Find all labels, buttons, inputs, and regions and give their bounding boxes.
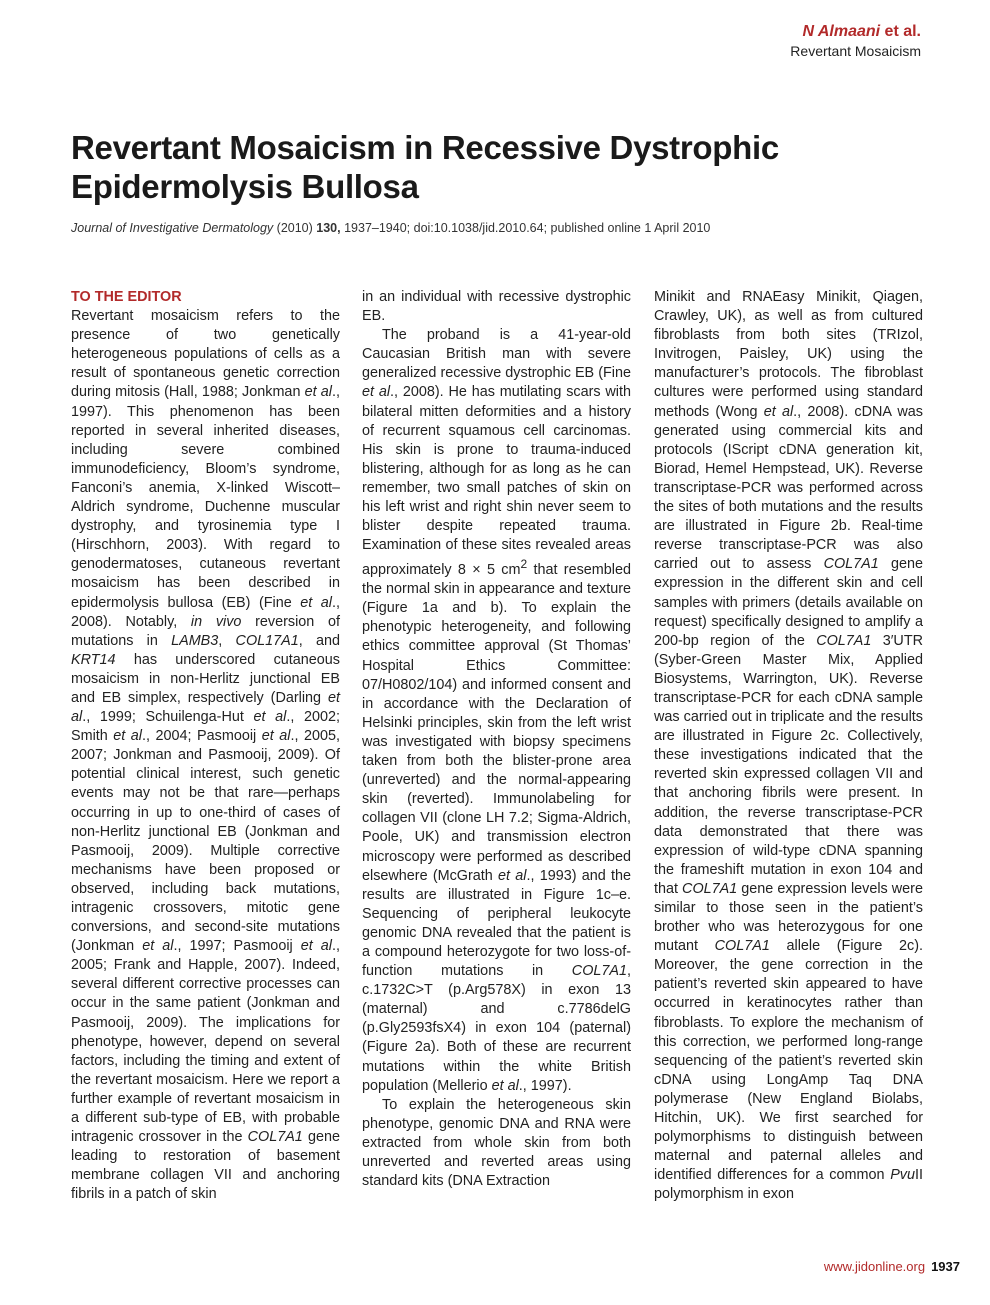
column-2-body: [362, 288, 631, 1191]
text-column-3: [654, 288, 923, 1205]
citation-year: (2010): [273, 221, 317, 235]
paragraph: The proband is a 41-year-old Caucasian British man with severe generalized recessive dystrophic EB (Fine et al., 2008). He has mutilating scars with bilateral mitten deformities and a history of recurrent squamous cell carcinomas. His skin is prone to trauma-induced blistering, although for as long as he can remember, two small patches of skin on his left wrist and right shin never seem to blister despite repeated trauma. Examination of these sites revealed areas approximately 8 × 5 $cm^2$ that resembled the normal skin in appearance and texture (Figure 1a and b). To explain the phenotypic heterogeneity, and following ethics committee approval (St Thomas’ Hospital Ethics Committee: 07/H0802/104) and informed consent and in accordance with the Declaration of Helsinki principles, skin from the left wrist was investigated with biopsy specimens taken from both the blister-prone area (unreverted) and the normal-appearing skin (reverted). Immunolabeling for collagen VII (clone LH 7.2; Sigma-Aldrich, Poole, UK) and transmission electron microscopy were performed as described elsewhere (McGrath et al., 1993) and the results are illustrated in Figure 1c–e. Sequencing of peripheral leukocyte genomic DNA revealed that the patient is a compound heterozygote for two loss-of-function mutations in COL7A1, c.1732C>T (p.Arg578X) in exon 13 (maternal) and c.7786delG (p.Gly2593fsX4) in exon 104 (paternal) (Figure 2a). Both of these are recurrent mutations within the white British population (Mellerio et al., 1997).: [362, 327, 632, 1094]
column-3-body: [654, 288, 923, 1205]
section-heading: TO THE EDITOR: [71, 289, 182, 305]
citation-line: [71, 221, 710, 235]
header-etal: et al.: [880, 23, 921, 40]
text-column-2: [362, 288, 631, 1191]
header-topic: Revertant Mosaicism: [790, 43, 921, 59]
running-header: [790, 22, 921, 60]
paragraph: To explain the heterogeneous skin phenotype, genomic DNA and RNA were extracted from whole skin from both unreverted and reverted areas using standard kits (DNA Extraction: [362, 1096, 631, 1190]
page-number: 1937: [931, 1259, 960, 1274]
journal-name: Journal of Investigative Dermatology: [71, 221, 274, 235]
header-author-name: N Almaani: [802, 23, 881, 40]
page-footer: [824, 1259, 960, 1274]
citation-volume: 130,: [316, 221, 341, 235]
paragraph: in an individual with recessive dystrophic EB.: [362, 289, 631, 325]
citation-details: 1937–1940; doi:10.1038/jid.2010.64; published online 1 April 2010: [340, 221, 711, 235]
header-authors: [790, 22, 921, 42]
article-title: Revertant Mosaicism in Recessive Dystrophic Epidermolysis Bullosa: [71, 129, 779, 205]
paragraph: Minikit and RNAEasy Minikit, Qiagen, Crawley, UK), as well as from cultured fibroblasts from both sites (TRIzol, Invitrogen, Paisley, UK) using the manufacturer’s protocols. The fibroblast cultures were performed using standard methods (Wong et al., 2008). cDNA was generated using commercial kits and protocols (IScript cDNA generation kit, Biorad, Hemel Hempstead, UK). Reverse transcriptase-PCR was performed across the sites of both mutations and the results are illustrated in Figure 2b. Real-time reverse transcriptase-PCR was also carried out to assess COL7A1 gene expression in the different skin and cell samples with primers (details available on request) specifically designed to amplify a 200-bp region of the COL7A1 3′UTR (Syber-Green Master Mix, Applied Biosystems, Warrington, UK). Reverse transcriptase-PCR for each cDNA sample was carried out in triplicate and the results are illustrated in Figure 2c. Collectively, these investigations indicated that the reverted skin expressed collagen VII and that anchoring fibrils were present. In addition, the reverse transcriptase-PCR data demonstrated that there was expression of wild-type cDNA spanning the frameshift mutation in exon 104 and that COL7A1 gene expression levels were similar to those seen in the patient’s brother who was heterozygous for one mutant COL7A1 allele (Figure 2c). Moreover, the gene correction in the patient’s reverted skin appeared to have occurred in keratinocytes rather than fibroblasts. To explore the mechanism of this correction, we performed long-range sequencing of the patient’s reverted skin cDNA using LongAmp Taq DNA polymerase (New England Biolabs, Hitchin, UK). We first searched for polymorphisms to distinguish between maternal and paternal alleles and identified differences for a common PvuII polymorphism in exon: [654, 289, 924, 1203]
paragraph: Revertant mosaicism refers to the presence of two genetically heterogeneous populations of cells as a result of spontaneous genetic correction during mitosis (Hall, 1988; Jonkman et al., 1997). This phenomenon has been reported in several inherited diseases, including severe combined immunodeficiency, Bloom’s syndrome, Fanconi’s anemia, X-linked Wiscott–Aldrich syndrome, Duchenne muscular dystrophy, and tyrosinemia type I (Hirschhorn, 2003). With regard to genodermatoses, cutaneous revertant mosaicism has been described in epidermolysis bullosa (EB) (Fine et al., 2008). Notably, in vivo reversion of mutations in LAMB3, COL17A1, and KRT14 has underscored cutaneous mosaicism in non-Herlitz junctional EB and EB simplex, respectively (Darling et al., 1999; Schuilenga-Hut et al., 2002; Smith et al., 2004; Pasmooij et al., 2005, 2007; Jonkman and Pasmooij, 2009). Of potential clinical interest, such genetic events may not be that rare—perhaps occurring in up to one-third of cases of non-Herlitz junctional EB (Jonkman and Pasmooij, 2009). Multiple corrective mechanisms have been proposed or observed, including back mutations, intragenic crossovers, mitotic gene conversions, and second-site mutations (Jonkman et al., 1997; Pasmooij et al., 2005; Frank and Happle, 2007). Indeed, several different corrective processes can occur in the same patient (Jonkman and Pasmooij, 2009). The implications for phenotype, however, depend on several factors, including the timing and extent of the revertant mosaicism. Here we report a further example of revertant mosaicism in a different sub-type of EB, with probable intragenic crossover in the COL7A1 gene leading to restoration of basement membrane collagen VII and anchoring fibrils in a patch of skin: [71, 308, 341, 1203]
column-1-body: [71, 307, 340, 1204]
text-column-1: [71, 288, 340, 1205]
journal-url-link[interactable]: www.jidonline.org: [823, 1259, 926, 1274]
